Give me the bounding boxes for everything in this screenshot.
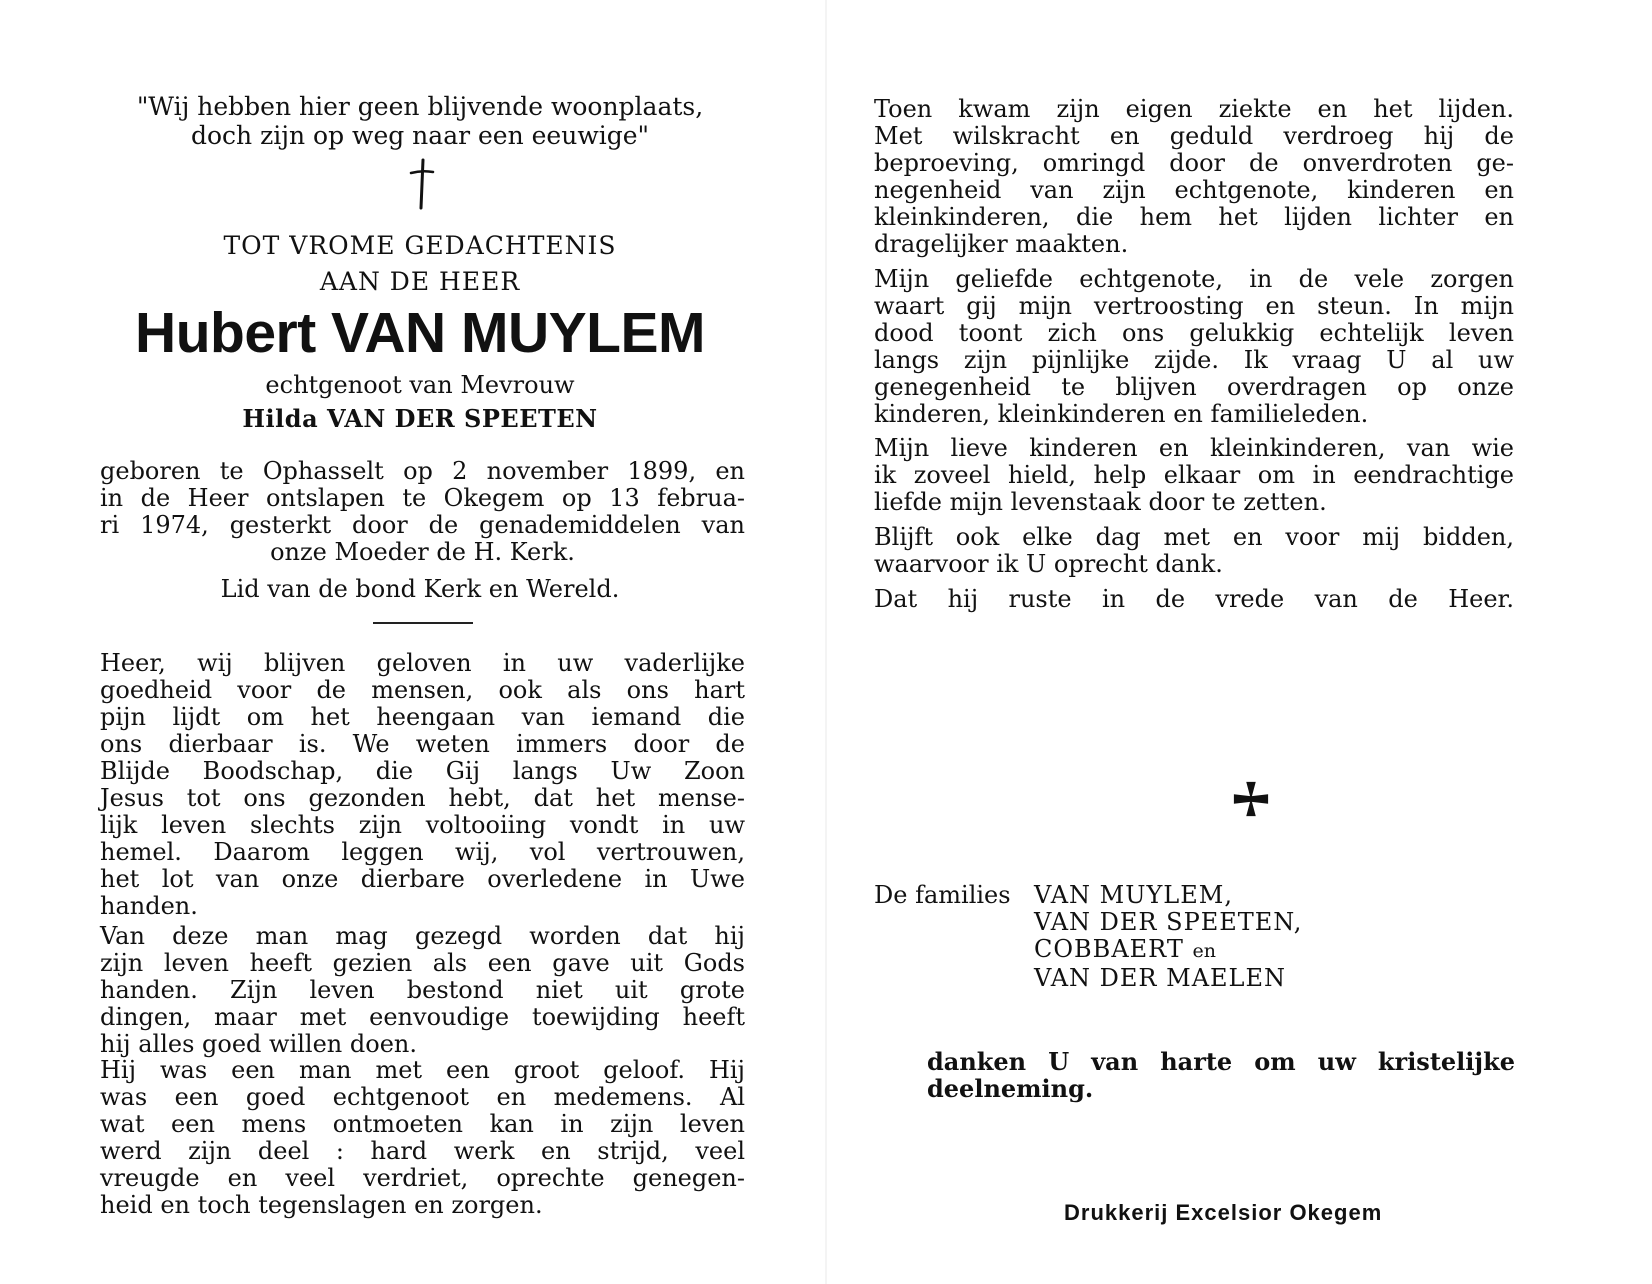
text-line: handen.: [100, 892, 198, 920]
latin-cross-icon: [402, 158, 442, 210]
text-line: deelneming.: [927, 1074, 1094, 1103]
quote-line-2: doch zijn op weg naar een eeuwige": [190, 121, 650, 150]
spouse-intro: echtgenoot van Mevrouw: [265, 371, 575, 399]
text-line: Toen kwam zijn eigen ziekte en het lijden.: [874, 95, 1514, 123]
text-line: Met wilskracht en geduld verdroeg hij de: [874, 122, 1514, 150]
text-line: wat een mens ontmoeten kan in zijn leven: [100, 1110, 745, 1138]
text-line: Heer, wij blijven geloven in uw vaderlijke: [100, 649, 745, 677]
text-line: het lot van onze dierbare overledene in Uwe: [100, 865, 745, 893]
text-line: goedheid voor de mensen, ook als ons hart: [100, 676, 745, 704]
text-line: danken U van harte om uw kristelijke: [927, 1047, 1515, 1076]
text-line: heid en toch tegenslagen en zorgen.: [100, 1191, 543, 1219]
testament-paragraph-4: [874, 524, 1514, 578]
membership-line: Lid van de bond Kerk en Wereld.: [220, 575, 620, 603]
text-line: kleinkinderen, die hem het lijden lichter en: [874, 203, 1514, 231]
text-line: zijn leven heeft gezien als een gave uit Gods: [100, 949, 745, 977]
text-line: Blijde Boodschap, die Gij langs Uw Zoon: [100, 757, 745, 785]
quote-line-1: "Wij hebben hier geen blijvende woonplaats,: [136, 92, 704, 121]
closing-prayer: [874, 586, 1514, 613]
birth-line: in de Heer ontslapen te Okegem op 13 februa-: [100, 484, 745, 512]
text-line: genegenheid te blijven overdragen op onze: [874, 373, 1514, 401]
text-line: Mijn geliefde echtgenote, in de vele zorgen: [874, 265, 1514, 293]
family-names: [1034, 882, 1302, 992]
text-line: Dat hij ruste in de vrede van de Heer.: [874, 585, 1514, 613]
text-line: hij alles goed willen doen.: [100, 1030, 417, 1058]
text-line: Van deze man mag gezegd worden dat hij: [100, 922, 745, 950]
testament-paragraph-3: [874, 435, 1514, 516]
memorial-line-2: AAN DE HEER: [319, 267, 521, 296]
conjunction: en: [1192, 940, 1216, 962]
family-name: VAN MUYLEM,: [1034, 881, 1233, 909]
text-line: was een goed echtgenoot en medemens. Al: [100, 1083, 745, 1111]
family-name-row: [1034, 936, 1302, 965]
text-line: ons dierbaar is. We weten immers door de: [100, 730, 745, 758]
families-intro: De families: [874, 881, 1011, 909]
right-page: [826, 0, 1652, 1284]
memorial-heading: [95, 228, 745, 300]
text-line: ik zoveel hield, help elkaar om in eendrachtige: [874, 461, 1514, 489]
deceased-name: Hubert VAN MUYLEM: [135, 301, 705, 365]
text-line: waarvoor ik U oprecht dank.: [874, 550, 1223, 578]
family-name: VAN DER SPEETEN,: [1034, 908, 1303, 936]
text-line: beproeving, omringd door de onverdroten ge-: [874, 149, 1514, 177]
birth-line: onze Moeder de H. Kerk.: [270, 538, 575, 566]
birth-line: ri 1974, gesterkt door de genademiddelen van: [100, 511, 745, 539]
family-name: COBBAERT: [1034, 935, 1184, 963]
spouse-name: Hilda VAN DER SPEETEN: [242, 404, 598, 433]
text-line: Blijft ook elke dag met en voor mij bidden,: [874, 523, 1514, 551]
prayer-paragraph-2: [100, 923, 745, 1058]
printer-credit: Drukkerij Excelsior Okegem: [1064, 1200, 1383, 1225]
thanks-message: [927, 1048, 1515, 1102]
text-line: liefde mijn levenstaak door te zetten.: [874, 488, 1327, 516]
text-line: handen. Zijn leven bestond niet uit grote: [100, 976, 745, 1004]
text-line: langs zijn pijnlijke zijde. Ik vraag U al uw: [874, 346, 1514, 374]
text-line: lijk leven slechts zijn voltooiing vondt in uw: [100, 811, 745, 839]
text-line: negenheid van zijn echtgenote, kinderen en: [874, 176, 1514, 204]
birth-line: geboren te Ophasselt op 2 november 1899, en: [100, 457, 745, 485]
text-line: Hij was een man met een groot geloof. Hij: [100, 1056, 745, 1084]
section-divider: [373, 622, 473, 624]
text-line: dingen, maar met eenvoudige toewijding heeft: [100, 1003, 745, 1031]
memorial-line-1: TOT VROME GEDACHTENIS: [223, 231, 617, 260]
family-name: VAN DER MAELEN: [1034, 964, 1287, 992]
prayer-paragraph-3: [100, 1057, 745, 1219]
prayer-paragraph-1: [100, 650, 745, 920]
text-line: hemel. Daarom leggen wij, vol vertrouwen,: [100, 838, 745, 866]
text-line: dood toont zich ons gelukkig echtelijk leven: [874, 319, 1514, 347]
text-line: dragelijker maakten.: [874, 230, 1129, 258]
text-line: Mijn lieve kinderen en kleinkinderen, van wie: [874, 434, 1514, 462]
text-line: pijn lijdt om het heengaan van iemand die: [100, 703, 745, 731]
text-line: Jesus tot ons gezonden hebt, dat het mense-: [100, 784, 745, 812]
scripture-quote: [95, 92, 745, 150]
text-line: waart gij mijn vertroosting en steun. In mijn: [874, 292, 1514, 320]
text-line: vreugde en veel verdriet, oprechte genegen-: [100, 1164, 745, 1192]
text-line: kinderen, kleinkinderen en familieleden.: [874, 400, 1369, 428]
testament-paragraph-2: [874, 266, 1514, 428]
text-line: werd zijn deel : hard werk en strijd, veel: [100, 1137, 745, 1165]
testament-paragraph-1: [874, 96, 1514, 258]
cross-pattee-icon: [1232, 780, 1270, 818]
birth-death-paragraph: [100, 458, 745, 566]
